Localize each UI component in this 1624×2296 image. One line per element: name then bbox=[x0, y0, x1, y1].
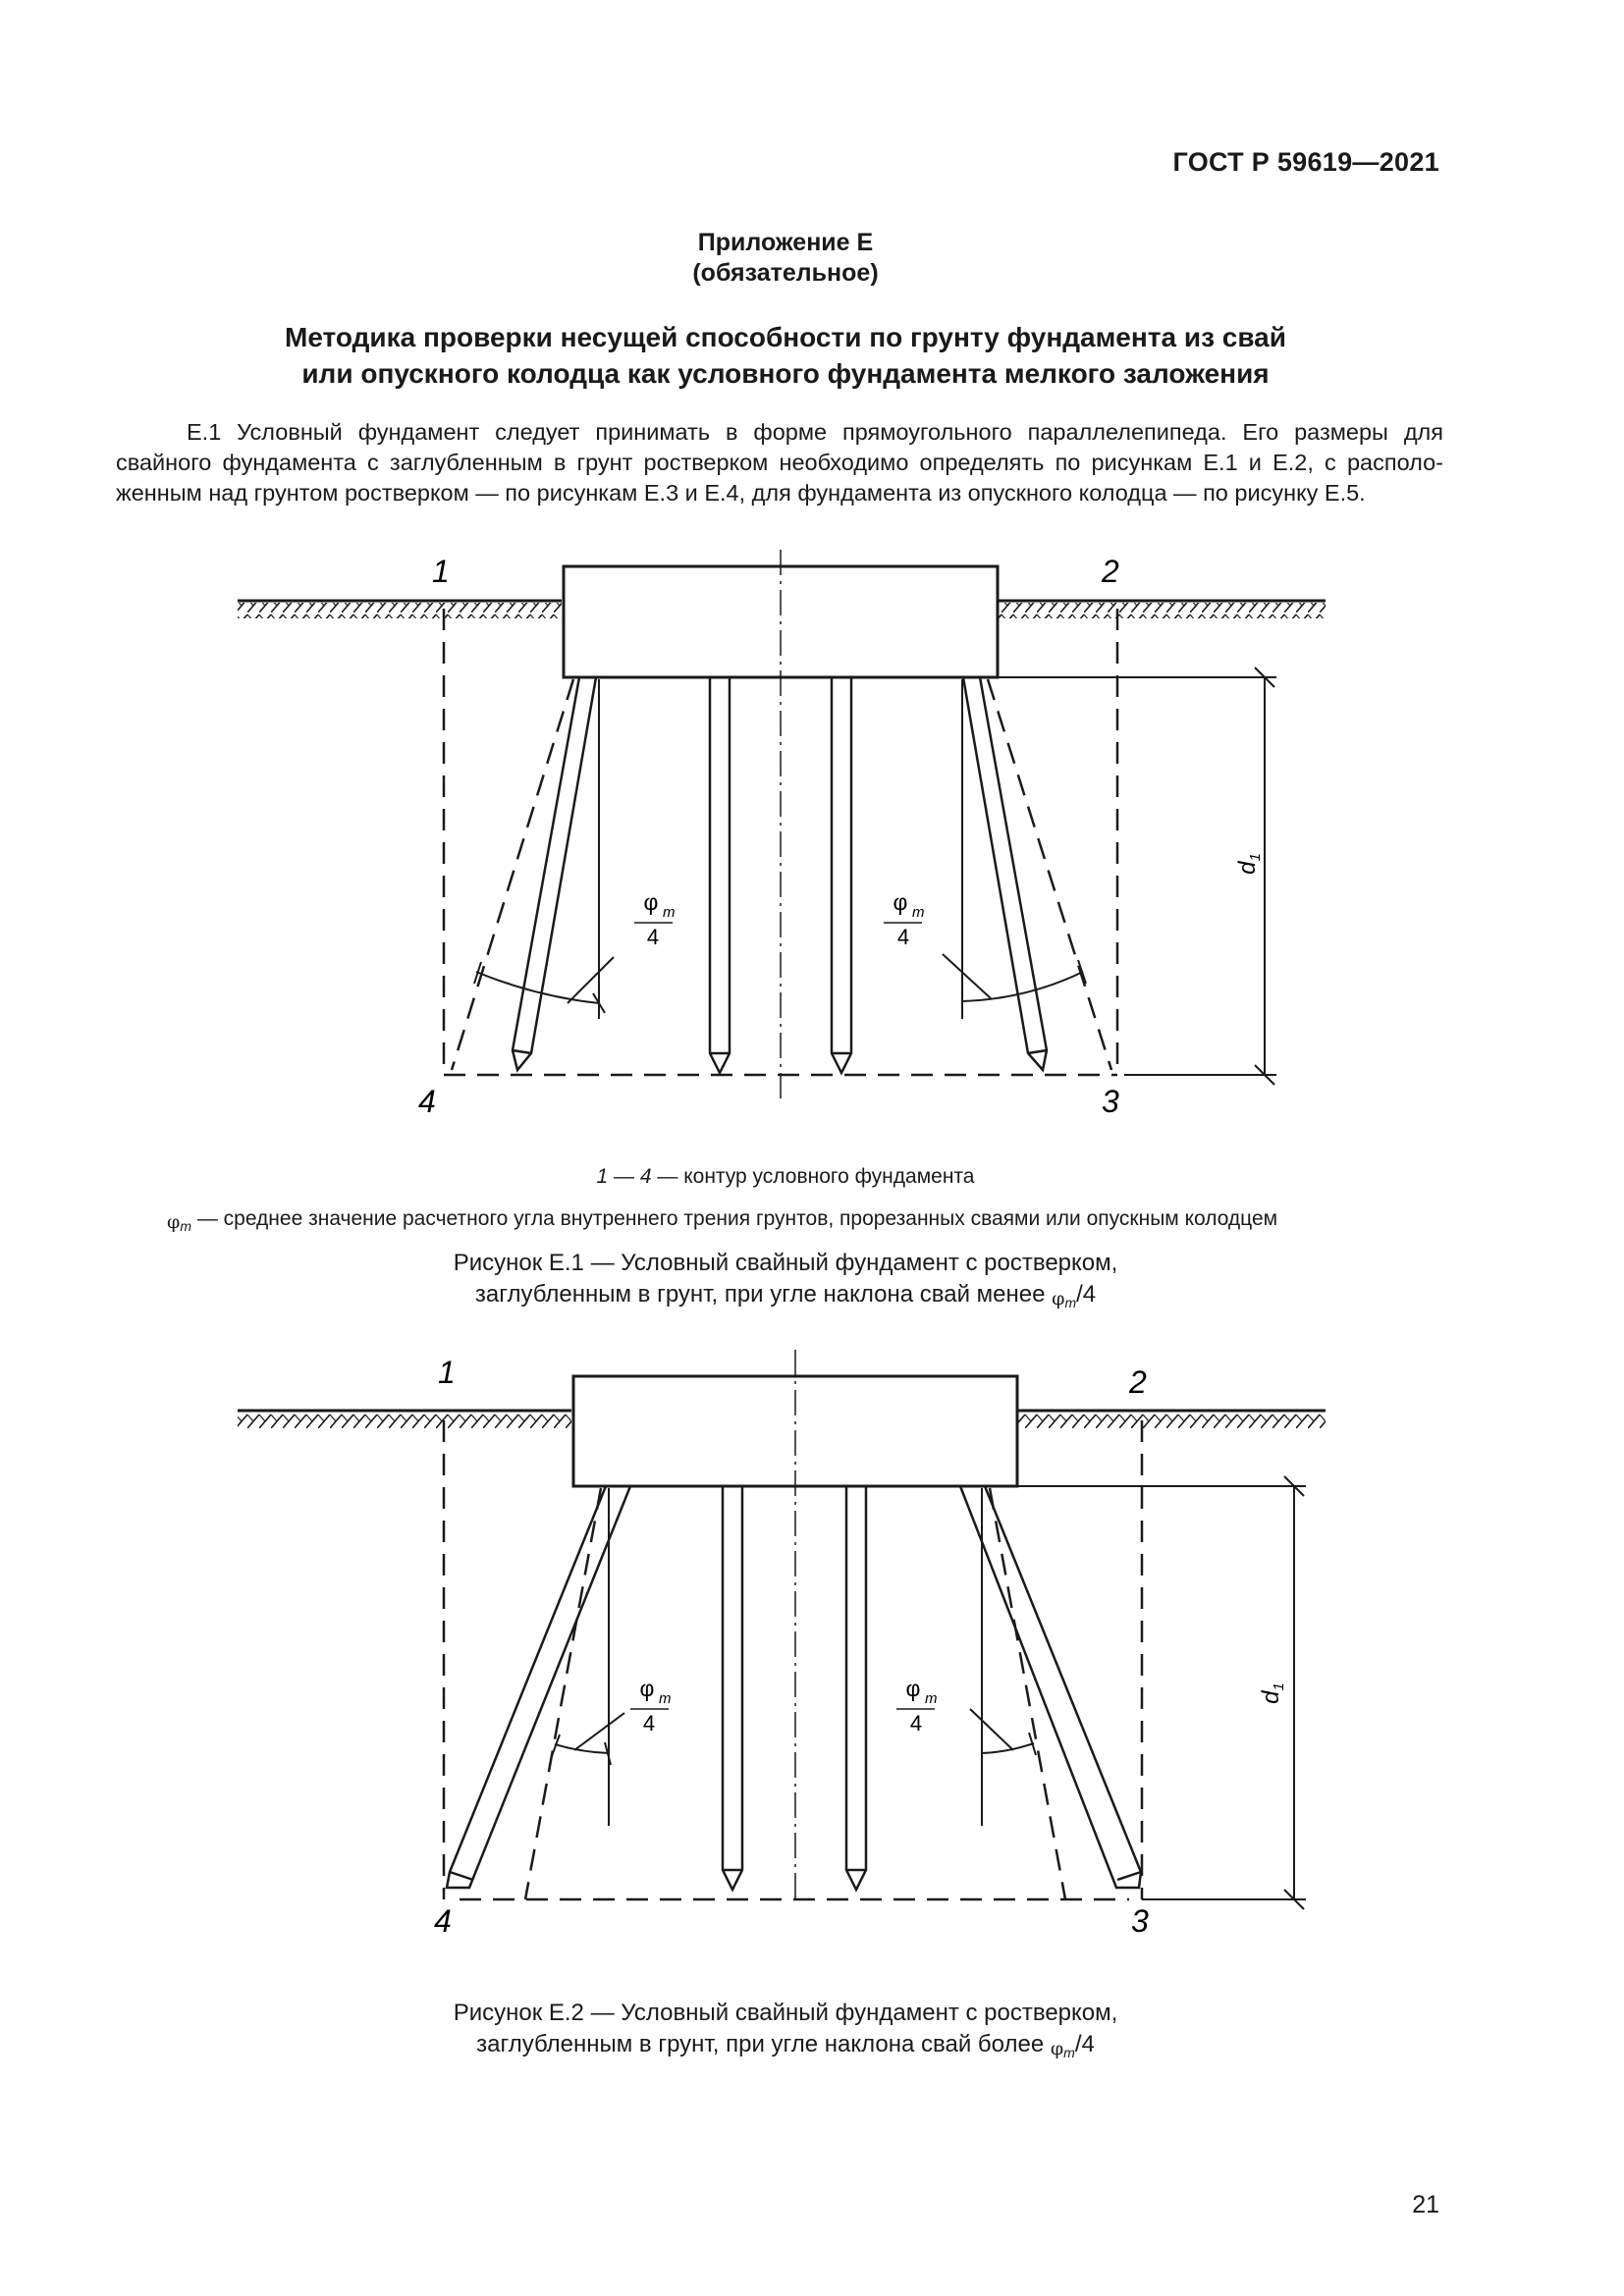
caption-line-1: Рисунок Е.1 — Условный свайный фундамент с ростверком, bbox=[453, 1250, 1118, 1276]
point-label-3: 3 bbox=[1131, 1903, 1149, 1939]
dimension-subscript: 1 bbox=[1247, 853, 1264, 862]
annex-heading bbox=[0, 228, 1571, 289]
dimension-symbol: d bbox=[1258, 1690, 1284, 1704]
angle-label-right bbox=[896, 1676, 938, 1735]
point-label-4: 4 bbox=[434, 1903, 452, 1939]
angle-symbol: φ bbox=[893, 889, 908, 915]
angle-denominator: 4 bbox=[642, 1711, 656, 1735]
vertical-piles bbox=[723, 1486, 866, 1890]
ground-hatching-left bbox=[238, 1411, 571, 1428]
caption-suffix: /4 bbox=[1074, 2031, 1095, 2057]
ground-hatching-left bbox=[238, 601, 562, 618]
ground-hatching-right bbox=[1018, 1411, 1326, 1428]
figure-e2-caption bbox=[0, 1998, 1571, 2062]
angle-subscript: m bbox=[659, 1690, 672, 1707]
angle-arc-left bbox=[552, 1713, 624, 1765]
point-label-1: 1 bbox=[438, 1355, 456, 1390]
document-code: ГОСТ Р 59619—2021 bbox=[1172, 147, 1439, 177]
point-label-1: 1 bbox=[432, 554, 450, 589]
caption-line-1: Рисунок Е.2 — Условный свайный фундамент с ростверком, bbox=[453, 2000, 1118, 2026]
contour-dashed bbox=[444, 1420, 1142, 1899]
dimension-symbol: d bbox=[1234, 861, 1261, 875]
legend-phi-symbol: φ bbox=[167, 1211, 181, 1233]
ground-hatching-right bbox=[999, 601, 1326, 618]
caption-phi: φ bbox=[1050, 2038, 1064, 2059]
legend-contour-dash: — bbox=[608, 1165, 640, 1188]
paragraph-line-3: женным над грунтом ростверком — по рисункам Е.3 и Е.4, для фундамента из опускного колодца — по рисунку Е.5. bbox=[116, 480, 1366, 506]
paragraph-line-1: Е.1 Условный фундамент следует принимать в форме прямоугольного параллелепипеда. Его размеры для bbox=[187, 419, 1443, 445]
inclined-pile-right bbox=[963, 677, 1047, 1070]
angle-denominator: 4 bbox=[896, 925, 910, 949]
inclined-pile-right bbox=[960, 1486, 1141, 1888]
legend-contour bbox=[0, 1165, 1571, 1189]
caption-prefix: заглубленным в грунт, при угле наклона свай более bbox=[476, 2031, 1051, 2057]
figure-e2-diagram bbox=[0, 1350, 1624, 1939]
caption-phi: φ bbox=[1052, 1288, 1065, 1309]
angle-symbol: φ bbox=[643, 889, 659, 915]
paragraph-line-2: свайного фундамента с заглубленным в грунт ростверком необходимо определять по рисункам Е.1 и Е.2, с располо- bbox=[116, 450, 1443, 475]
dimension-d1 bbox=[999, 667, 1276, 1085]
point-label-4: 4 bbox=[418, 1084, 436, 1119]
figure-e1-diagram bbox=[0, 550, 1624, 1119]
caption-line-2 bbox=[0, 2029, 1571, 2062]
inclined-pile-left bbox=[513, 677, 596, 1070]
legend-contour-end: 4 bbox=[639, 1165, 652, 1188]
point-label-2: 2 bbox=[1102, 554, 1119, 589]
caption-prefix: заглубленным в грунт, при угле наклона свай менее bbox=[474, 1281, 1053, 1308]
angle-label-right bbox=[884, 889, 925, 949]
section-title-line-1: Методика проверки несущей способности по грунту фундамента из свай bbox=[285, 322, 1286, 352]
angle-denominator: 4 bbox=[909, 1711, 923, 1735]
dimension-subscript: 1 bbox=[1271, 1682, 1287, 1691]
legend-phi bbox=[167, 1207, 1278, 1234]
angle-subscript: m bbox=[912, 904, 925, 921]
angle-symbol: φ bbox=[639, 1676, 655, 1701]
figure-e1-caption bbox=[0, 1248, 1571, 1312]
section-title bbox=[0, 319, 1571, 392]
point-label-3: 3 bbox=[1102, 1084, 1119, 1119]
paragraph-e1 bbox=[116, 417, 1443, 508]
page-number: 21 bbox=[1412, 2191, 1439, 2218]
angle-denominator: 4 bbox=[646, 925, 660, 949]
dimension-label bbox=[1258, 1682, 1287, 1704]
angle-arc-right bbox=[970, 1709, 1036, 1755]
annex-status: (обязательное) bbox=[692, 259, 879, 287]
angle-label-left bbox=[630, 1676, 672, 1735]
annex-title: Приложение Е bbox=[697, 229, 874, 256]
angle-subscript: m bbox=[925, 1690, 938, 1707]
angle-subscript: m bbox=[663, 904, 676, 921]
legend-contour-start: 1 bbox=[596, 1165, 609, 1188]
angle-symbol: φ bbox=[905, 1676, 921, 1701]
caption-line-2 bbox=[0, 1279, 1571, 1312]
angle-label-left bbox=[634, 889, 676, 949]
caption-suffix: /4 bbox=[1076, 1281, 1097, 1308]
section-title-line-2: или опускного колодца как условного фундамента мелкого заложения bbox=[301, 358, 1270, 389]
caption-phi-subscript: m bbox=[1064, 1295, 1077, 1310]
caption-phi-subscript: m bbox=[1063, 2045, 1075, 2060]
legend-phi-text: — среднее значение расчетного угла внутреннего трения грунтов, прорезанных сваями или опускным колодцем bbox=[190, 1207, 1278, 1230]
legend-phi-subscript: m bbox=[180, 1218, 191, 1234]
legend-contour-text: — контур условного фундамента bbox=[651, 1165, 975, 1188]
point-label-2: 2 bbox=[1129, 1364, 1147, 1400]
dimension-label bbox=[1234, 853, 1264, 875]
